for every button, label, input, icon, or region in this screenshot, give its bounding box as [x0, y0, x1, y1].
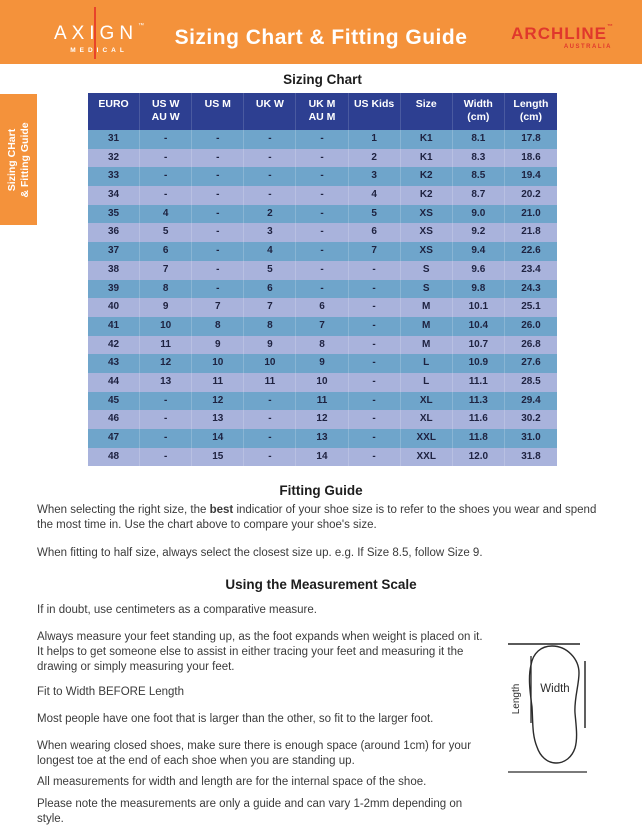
- table-cell: -: [192, 205, 244, 224]
- table-cell: 9.0: [453, 205, 505, 224]
- table-cell: 4: [140, 205, 192, 224]
- table-cell: 34: [88, 186, 140, 205]
- table-cell: 9: [296, 354, 348, 373]
- table-cell: 6: [349, 223, 401, 242]
- table-cell: 15: [192, 448, 244, 467]
- axign-logo-subtext: MEDICAL: [70, 47, 128, 54]
- table-cell: L: [401, 354, 453, 373]
- header-banner: [0, 0, 642, 64]
- table-cell: 30.2: [521, 413, 541, 425]
- measurement-paragraph: If in doubt, use centimeters as a comparative measure.: [37, 604, 317, 616]
- foot-outline-icon: [529, 646, 579, 763]
- axign-logo-text: AXIGN: [53, 23, 139, 44]
- archline-logo-text: ARCHLINE: [511, 24, 607, 43]
- sizing-chart-heading: Sizing Chart: [283, 72, 362, 87]
- fitting-guide-paragraph: [37, 503, 612, 533]
- column-header: Length (cm): [513, 98, 549, 123]
- table-cell: 10.1: [453, 298, 505, 317]
- table-cell: 12.0: [453, 448, 505, 467]
- archline-australia-logo: [511, 24, 614, 50]
- table-row: [88, 336, 557, 355]
- table-cell: -: [140, 392, 192, 411]
- table-cell: 41: [88, 317, 140, 336]
- table-cell: 8.7: [453, 186, 505, 205]
- measurement-paragraph: Most people have one foot that is larger than the other, so fit to the larger foot.: [37, 713, 434, 725]
- table-cell: 31.8: [521, 450, 541, 462]
- table-cell: 9.6: [453, 261, 505, 280]
- table-cell: 11: [244, 373, 296, 392]
- table-cell: -: [349, 392, 401, 411]
- width-label: Width: [540, 683, 570, 695]
- table-cell: 36: [88, 223, 140, 242]
- table-cell: M: [401, 336, 453, 355]
- table-cell: 8: [244, 317, 296, 336]
- table-cell: -: [192, 130, 244, 149]
- table-cell: 22.6: [521, 245, 541, 257]
- table-cell: -: [244, 167, 296, 186]
- table-cell: 8: [140, 280, 192, 299]
- measurement-paragraph: When wearing closed shoes, make sure there is enough space (around 1cm) for your longest toe at the end of each shoe when you are standing up.: [37, 740, 472, 767]
- table-cell: S: [401, 261, 453, 280]
- table-cell: 9: [140, 298, 192, 317]
- archline-logo-name: [511, 24, 614, 44]
- table-cell: 17.8: [521, 133, 541, 144]
- table-cell: -: [349, 448, 401, 467]
- table-cell: 10: [244, 354, 296, 373]
- table-cell: 23.4: [521, 263, 541, 275]
- table-cell: 26.8: [521, 338, 541, 350]
- table-cell: 8.3: [453, 149, 505, 168]
- table-cell: 10.4: [453, 317, 505, 336]
- table-cell: K2: [401, 186, 453, 205]
- table-cell: 32: [88, 149, 140, 168]
- table-cell: 9.8: [453, 280, 505, 299]
- table-cell: -: [349, 317, 401, 336]
- table-cell: -: [244, 130, 296, 149]
- table-cell: 5: [349, 205, 401, 224]
- table-cell: 7: [349, 242, 401, 261]
- table-row: [88, 392, 557, 411]
- table-cell: 21.0: [521, 207, 541, 219]
- table-cell: 13: [140, 373, 192, 392]
- table-cell: -: [140, 410, 192, 429]
- table-cell: 39: [88, 280, 140, 299]
- measurement-paragraph: Please note the measurements are only a guide and can vary 1-2mm depending on style.: [37, 798, 463, 825]
- table-cell: 9.4: [453, 242, 505, 261]
- table-cell: XL: [401, 410, 453, 429]
- table-cell: 48: [88, 448, 140, 467]
- table-cell: 12: [140, 354, 192, 373]
- table-row: [88, 130, 557, 149]
- column-header: Size: [401, 93, 453, 130]
- table-cell: -: [140, 130, 192, 149]
- table-cell: -: [349, 354, 401, 373]
- table-cell: 14: [192, 429, 244, 448]
- column-header: UK M AU M: [296, 93, 348, 130]
- table-cell: 11.3: [453, 392, 505, 411]
- table-cell: -: [244, 448, 296, 467]
- table-cell: -: [244, 410, 296, 429]
- table-cell: 24.3: [521, 282, 541, 294]
- table-cell: -: [349, 373, 401, 392]
- table-cell: -: [140, 167, 192, 186]
- table-cell: 4: [244, 242, 296, 261]
- table-row: [88, 373, 557, 392]
- table-cell: 2: [349, 149, 401, 168]
- table-row: [88, 261, 557, 280]
- table-cell: 33: [88, 167, 140, 186]
- table-cell: 11.8: [453, 429, 505, 448]
- table-cell: 3: [244, 223, 296, 242]
- measurement-paragraph: All measurements for width and length are for the internal space of the shoe.: [37, 776, 427, 788]
- table-cell: 38: [88, 261, 140, 280]
- table-cell: 7: [296, 317, 348, 336]
- table-cell: XL: [401, 392, 453, 411]
- table-cell: 9: [244, 336, 296, 355]
- table-cell: 5: [244, 261, 296, 280]
- sizing-table-body: [88, 130, 557, 466]
- table-cell: 42: [88, 336, 140, 355]
- table-cell: -: [192, 280, 244, 299]
- table-row: [88, 223, 557, 242]
- table-row: [88, 205, 557, 224]
- measurement-scale-heading: Using the Measurement Scale: [225, 577, 417, 592]
- table-row: [88, 410, 557, 429]
- table-cell: -: [349, 410, 401, 429]
- measurement-paragraph: Always measure your feet standing up, as the foot expands when weight is placed on it. It helps to get someone else to assist in either tracing your feet and measuring it the drawing or simply measuring your feet.: [37, 631, 483, 673]
- table-cell: -: [244, 392, 296, 411]
- trademark-symbol: ™: [607, 24, 614, 30]
- table-cell: 8.5: [453, 167, 505, 186]
- table-cell: -: [296, 186, 348, 205]
- table-cell: 11: [296, 392, 348, 411]
- table-cell: 13: [296, 429, 348, 448]
- table-cell: -: [192, 261, 244, 280]
- table-cell: -: [244, 186, 296, 205]
- table-row: [88, 186, 557, 205]
- column-header: EURO: [88, 93, 140, 130]
- table-cell: S: [401, 280, 453, 299]
- table-cell: -: [244, 429, 296, 448]
- table-cell: XS: [401, 242, 453, 261]
- table-cell: -: [296, 167, 348, 186]
- table-row: [88, 167, 557, 186]
- table-row: [88, 354, 557, 373]
- table-row: [88, 317, 557, 336]
- table-cell: 31: [88, 130, 140, 149]
- table-row: [88, 149, 557, 168]
- table-cell: -: [296, 242, 348, 261]
- table-cell: 7: [192, 298, 244, 317]
- table-cell: L: [401, 373, 453, 392]
- table-cell: 11: [192, 373, 244, 392]
- table-cell: -: [349, 261, 401, 280]
- table-cell: XXL: [401, 429, 453, 448]
- table-cell: -: [296, 130, 348, 149]
- table-row: [88, 298, 557, 317]
- table-cell: 2: [244, 205, 296, 224]
- table-cell: -: [140, 149, 192, 168]
- table-cell: 12: [296, 410, 348, 429]
- table-cell: 7: [140, 261, 192, 280]
- table-cell: -: [192, 149, 244, 168]
- table-cell: 21.8: [521, 226, 541, 238]
- table-cell: -: [296, 280, 348, 299]
- table-cell: M: [401, 298, 453, 317]
- table-cell: XS: [401, 223, 453, 242]
- table-cell: -: [349, 336, 401, 355]
- table-cell: 28.5: [521, 375, 541, 387]
- table-cell: 47: [88, 429, 140, 448]
- table-cell: 45: [88, 392, 140, 411]
- table-cell: 6: [296, 298, 348, 317]
- table-cell: -: [349, 280, 401, 299]
- table-cell: 8: [192, 317, 244, 336]
- table-cell: 44: [88, 373, 140, 392]
- table-cell: 9.2: [453, 223, 505, 242]
- table-cell: 14: [296, 448, 348, 467]
- side-tab-line1: Sizing CHart: [5, 128, 18, 191]
- table-cell: 18.6: [521, 151, 541, 163]
- table-cell: 10.7: [453, 336, 505, 355]
- table-cell: 31.0: [521, 432, 541, 443]
- table-cell: M: [401, 317, 453, 336]
- table-cell: K2: [401, 167, 453, 186]
- table-row: [88, 242, 557, 261]
- table-cell: 46: [88, 410, 140, 429]
- table-row: [88, 448, 557, 467]
- table-cell: 8.1: [453, 130, 505, 149]
- table-cell: 20.2: [521, 189, 541, 201]
- measurement-paragraph: Fit to Width BEFORE Length: [37, 686, 185, 698]
- table-cell: 3: [349, 167, 401, 186]
- fitting-p1-post: indicatior of your shoe size is to refer to the shoes you wear and spend the most time in. Use the chart above to compare your shoe's size.: [37, 504, 597, 531]
- table-cell: 19.4: [521, 170, 541, 182]
- fitting-guide-paragraph: When fitting to half size, always select the closest size up. e.g. If Size 8.5, follow Size 9.: [37, 547, 483, 559]
- sizing-table-header-row: [88, 93, 557, 130]
- table-cell: 26.0: [521, 319, 541, 331]
- table-cell: XXL: [401, 448, 453, 467]
- table-cell: -: [192, 223, 244, 242]
- side-tab: [0, 94, 37, 225]
- column-header: US Kids: [349, 93, 401, 130]
- table-cell: -: [140, 186, 192, 205]
- fitting-p1-pre: When selecting the right size, the: [37, 504, 210, 516]
- table-cell: -: [244, 149, 296, 168]
- table-cell: 11.6: [453, 410, 505, 429]
- table-cell: 10: [192, 354, 244, 373]
- page-title: Sizing Chart & Fitting Guide: [174, 26, 468, 49]
- column-header: US M: [192, 93, 244, 130]
- fitting-p1-bold: best: [209, 504, 234, 516]
- table-cell: 11.1: [453, 373, 505, 392]
- table-cell: -: [296, 205, 348, 224]
- table-cell: 5: [140, 223, 192, 242]
- table-cell: -: [296, 149, 348, 168]
- column-header: US W AU W: [140, 93, 192, 130]
- column-header: Width (cm): [453, 93, 505, 130]
- table-cell: -: [140, 448, 192, 467]
- archline-logo-subtext: AUSTRALIA: [563, 44, 612, 50]
- table-cell: 1: [349, 130, 401, 149]
- table-cell: 4: [349, 186, 401, 205]
- side-tab-line2: & Fitting Guide: [18, 121, 31, 198]
- table-cell: 35: [88, 205, 140, 224]
- table-cell: 37: [88, 242, 140, 261]
- table-cell: 6: [244, 280, 296, 299]
- table-cell: 10: [140, 317, 192, 336]
- table-row: [88, 280, 557, 299]
- sizing-table: [88, 93, 557, 466]
- table-cell: 6: [140, 242, 192, 261]
- table-cell: 12: [192, 392, 244, 411]
- table-cell: 10: [296, 373, 348, 392]
- trademark-symbol: ™: [138, 23, 145, 29]
- table-cell: -: [192, 242, 244, 261]
- table-cell: 7: [244, 298, 296, 317]
- table-cell: -: [349, 429, 401, 448]
- table-cell: 11: [140, 336, 192, 355]
- table-row: [88, 429, 557, 448]
- table-cell: 10.9: [453, 354, 505, 373]
- table-cell: -: [349, 298, 401, 317]
- table-cell: 9: [192, 336, 244, 355]
- table-cell: K1: [401, 149, 453, 168]
- column-header: UK W: [244, 93, 296, 130]
- table-cell: 29.4: [521, 394, 541, 406]
- table-cell: XS: [401, 205, 453, 224]
- table-cell: 8: [296, 336, 348, 355]
- table-cell: -: [192, 186, 244, 205]
- table-cell: -: [296, 261, 348, 280]
- table-cell: 27.6: [521, 357, 541, 369]
- table-cell: -: [192, 167, 244, 186]
- table-cell: 43: [88, 354, 140, 373]
- table-cell: -: [140, 429, 192, 448]
- table-cell: K1: [401, 130, 453, 149]
- fitting-guide-heading: Fitting Guide: [279, 483, 363, 498]
- side-tab-label: [5, 97, 31, 223]
- table-cell: 25.1: [521, 301, 541, 313]
- foot-tracing-diagram: [498, 636, 610, 786]
- table-cell: 40: [88, 298, 140, 317]
- length-label: Length: [511, 683, 522, 715]
- table-cell: -: [296, 223, 348, 242]
- table-cell: 13: [192, 410, 244, 429]
